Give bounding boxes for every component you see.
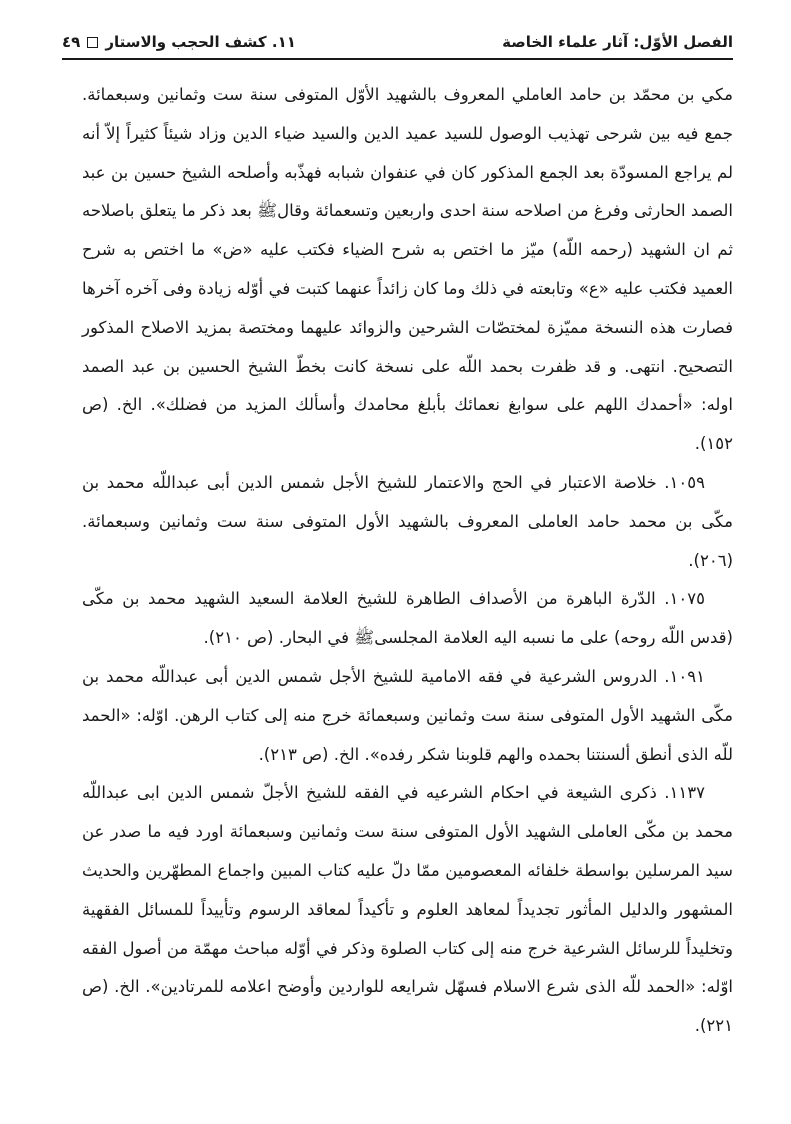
chapter-title: الفصل الأوّل: آثار علماء الخاصة: [502, 33, 733, 51]
entry-1075: ١٠٧٥. الدّرة الباهرة من الأصداف الطاهرة للشيخ العلامة السعيد الشهيد محمد بن مكّى (قدس اللّه روحه) على ما نسبه اليه العلامة المجلسىﷺ في البحار. (ص ٢١٠).: [82, 589, 733, 648]
page-number: ٤٩: [62, 33, 81, 51]
entry-1059: ١٠٥٩. خلاصة الاعتبار في الحج والاعتمار للشيخ الأجل شمس الدين أبى عبداللّه محمد بن مكّى بن محمد حامد العاملى المعروف بالشهيد الأول المتوفى سنة ست وثمانين وسبعمائة. (٢٠٦).: [82, 472, 733, 570]
entry-1091: ١٠٩١. الدروس الشرعية في فقه الامامية للشيخ الأجل شمس الدين أبى عبداللّه محمد بن مكّى الشهيد الأول المتوفى سنة ست وثمانين وسبعمائة خرج منه إلى كتاب الرهن. اوّله: «الحمد للّه الذى أنطق ألسنتنا بحمده والهم قلوبنا شكر رفده». الخ. (ص ٢١٣).: [82, 666, 733, 764]
book-title-and-page: [62, 33, 296, 51]
continuation-paragraph: مكي بن محمّد بن حامد العاملي المعروف بالشهيد الأوّل المتوفى سنة ست وثمانين وسبعمائة. جمع فيه بين شرحى تهذيب الوصول للسيد عميد الدين والسيد ضياء الدين وزاد شيئاً كثيراً إلاّ أنه لم يراجع المسودّة بعد الجمع المذكور كان في عنفوان شبابه فهذّبه وأصلحه الشيخ حسين بن عبد الصمد الحارثى وفرغ من اصلاحه سنة احدى واربعين وتسعمائة وقالﷺ بعد ذكر ما يتعلق باصلاحه ثم ان الشهيد (رحمه اللّه) ميّز ما اختص به شرح الضياء فكتب عليه «ض» ما اختص به شرح العميد فكتب عليه «ع» وتابعته في ذلك وما كان زائداً عنهما كتبت في أوّله زيادة وفى آخره آخرها فصارت هذه النسخة مميّزة لمختصّات الشرحين والزوائد عليهما ومختصة بمزيد الاصلاح المذكور التصحيح. انتهى. و قد ظفرت بحمد اللّه على نسخة كانت بخطّ الشيخ الحسين بن عبد الصمد اوله: «أحمدك اللهم على سوابغ نعمائك بأبلغ محامدك وأسألك المزيد من فضلك». الخ. (ص ١٥٢).: [82, 85, 733, 454]
square-ornament-icon: [87, 37, 98, 48]
main-text: [82, 76, 733, 1046]
running-header: [62, 30, 733, 60]
book-title: ١١. كشف الحجب والاستار: [105, 33, 296, 51]
entry-1137: ١١٣٧. ذكرى الشيعة في احكام الشرعيه في الفقه للشيخ الأجلّ شمس الدين ابى عبداللّه محمد بن مكّى العاملى الشهيد الأول المتوفى سنة ست وثمانين وسبعمائة اورد فيه ما صدر عن سيد المرسلين بواسطة خلفائه المعصومين ممّا دلّ عليه كتاب المبين واجماع المطهّرين والحديث المشهور والدليل المأثور تجديداً لمعاهد العلوم و تأكيداً لمعاقد الرسوم وتأييداً للمسائل الفقهية وتخليداً للرسائل الشرعية خرج منه إلى كتاب الصلوة وذكر في أوّله مباحث مهمّة من أصول الفقه اوّله: «الحمد للّه الذى شرع الاسلام فسهّل شرايعه للواردين وأوضح اعلامه للمرتادين». الخ. (ص ٢٢١).: [82, 783, 733, 1036]
